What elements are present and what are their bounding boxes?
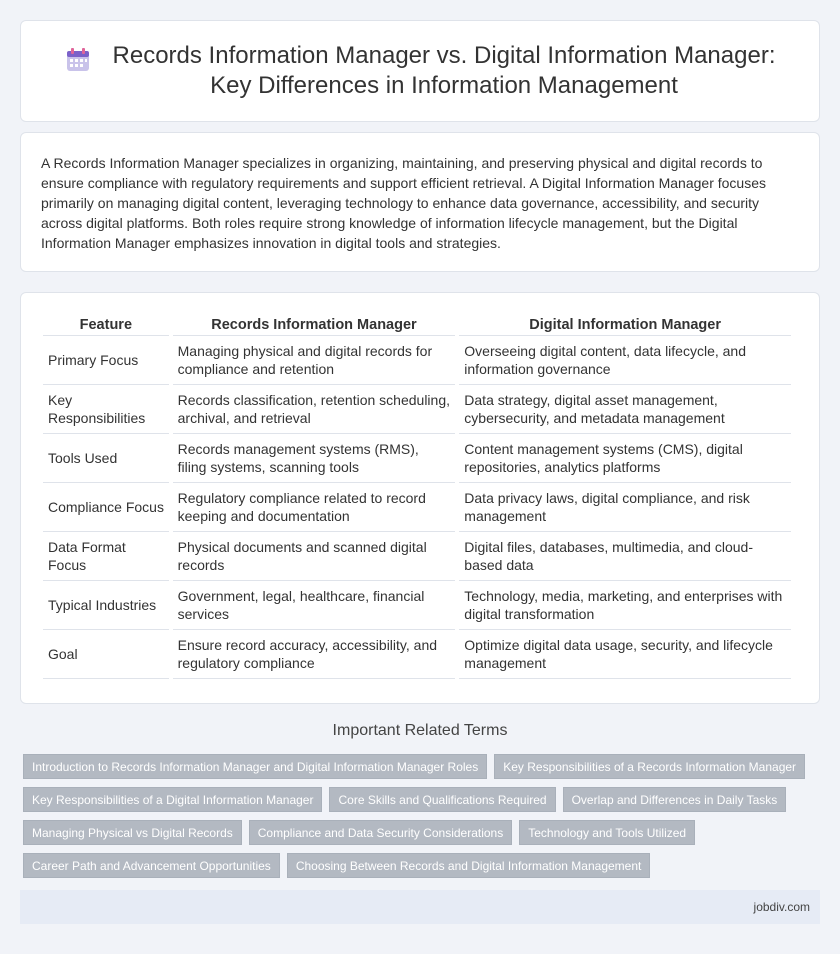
- related-term-tag[interactable]: Managing Physical vs Digital Records: [23, 820, 242, 845]
- records-cell: Records classification, retention scheduling, archival, and retrieval: [173, 385, 456, 434]
- table-row: [43, 336, 791, 385]
- digital-cell: Overseeing digital content, data lifecycle, and information governance: [459, 336, 791, 385]
- table-row: [43, 581, 791, 630]
- header-records-manager: Records Information Manager: [173, 311, 456, 336]
- related-term-tag[interactable]: Choosing Between Records and Digital Information Management: [287, 853, 651, 878]
- digital-cell: Content management systems (CMS), digital repositories, analytics platforms: [459, 434, 791, 483]
- related-term-tag[interactable]: Key Responsibilities of a Records Information Manager: [494, 754, 805, 779]
- related-terms-title: Important Related Terms: [332, 722, 508, 739]
- calendar-icon: [65, 47, 91, 73]
- related-term-tag[interactable]: Technology and Tools Utilized: [519, 820, 695, 845]
- related-term-tag[interactable]: Overlap and Differences in Daily Tasks: [563, 787, 787, 812]
- digital-cell: Digital files, databases, multimedia, and cloud-based data: [459, 532, 791, 581]
- feature-cell: Primary Focus: [43, 336, 169, 385]
- table-row: [43, 434, 791, 483]
- table-row: [43, 532, 791, 581]
- records-cell: Government, legal, healthcare, financial services: [173, 581, 456, 630]
- digital-cell: Data privacy laws, digital compliance, and risk management: [459, 483, 791, 532]
- feature-cell: Goal: [43, 630, 169, 679]
- related-term-tag[interactable]: Career Path and Advancement Opportunities: [23, 853, 280, 878]
- title-card: [20, 20, 820, 122]
- records-cell: Physical documents and scanned digital records: [173, 532, 456, 581]
- related-term-tag[interactable]: Key Responsibilities of a Digital Information Manager: [23, 787, 322, 812]
- page-title-line2: Key Differences in Information Management: [210, 72, 678, 99]
- feature-cell: Typical Industries: [43, 581, 169, 630]
- footer-site-link[interactable]: jobdiv.com: [753, 900, 810, 914]
- related-term-tag[interactable]: Compliance and Data Security Considerations: [249, 820, 512, 845]
- comparison-table: [39, 311, 795, 679]
- table-row: [43, 483, 791, 532]
- related-term-tag[interactable]: Core Skills and Qualifications Required: [329, 787, 555, 812]
- footer: [20, 890, 820, 924]
- page-title: [113, 41, 776, 101]
- records-cell: Records management systems (RMS), filing systems, scanning tools: [173, 434, 456, 483]
- table-row: [43, 630, 791, 679]
- header-feature: Feature: [43, 311, 169, 336]
- digital-cell: Technology, media, marketing, and enterprises with digital transformation: [459, 581, 791, 630]
- intro-paragraph: A Records Information Manager specializes in organizing, maintaining, and preserving physical and digital records to ensure compliance with regulatory requirements and support efficient retrieval. A Digital Information Manager focuses primarily on managing digital content, leveraging technology to enhance data governance, accessibility, and security across digital platforms. Both roles require strong knowledge of information lifecycle management, but the Digital Information Manager emphasizes innovation in digital tools and strategies.: [41, 155, 767, 251]
- header-digital-manager: Digital Information Manager: [459, 311, 791, 336]
- feature-cell: Tools Used: [43, 434, 169, 483]
- records-cell: Ensure record accuracy, accessibility, and regulatory compliance: [173, 630, 456, 679]
- feature-cell: Data Format Focus: [43, 532, 169, 581]
- related-terms-section: [20, 722, 820, 878]
- digital-cell: Data strategy, digital asset management, cybersecurity, and metadata management: [459, 385, 791, 434]
- title-wrap: [65, 41, 776, 101]
- related-terms-tags: [20, 754, 820, 878]
- records-cell: Managing physical and digital records for compliance and retention: [173, 336, 456, 385]
- related-term-tag[interactable]: Introduction to Records Information Manager and Digital Information Manager Roles: [23, 754, 487, 779]
- feature-cell: Key Responsibilities: [43, 385, 169, 434]
- records-cell: Regulatory compliance related to record keeping and documentation: [173, 483, 456, 532]
- page-title-line1: Records Information Manager vs. Digital Information Manager:: [112, 42, 776, 69]
- feature-cell: Compliance Focus: [43, 483, 169, 532]
- table-header-row: [43, 311, 791, 336]
- comparison-card: [20, 292, 820, 704]
- intro-card: [20, 132, 820, 272]
- table-row: [43, 385, 791, 434]
- digital-cell: Optimize digital data usage, security, and lifecycle management: [459, 630, 791, 679]
